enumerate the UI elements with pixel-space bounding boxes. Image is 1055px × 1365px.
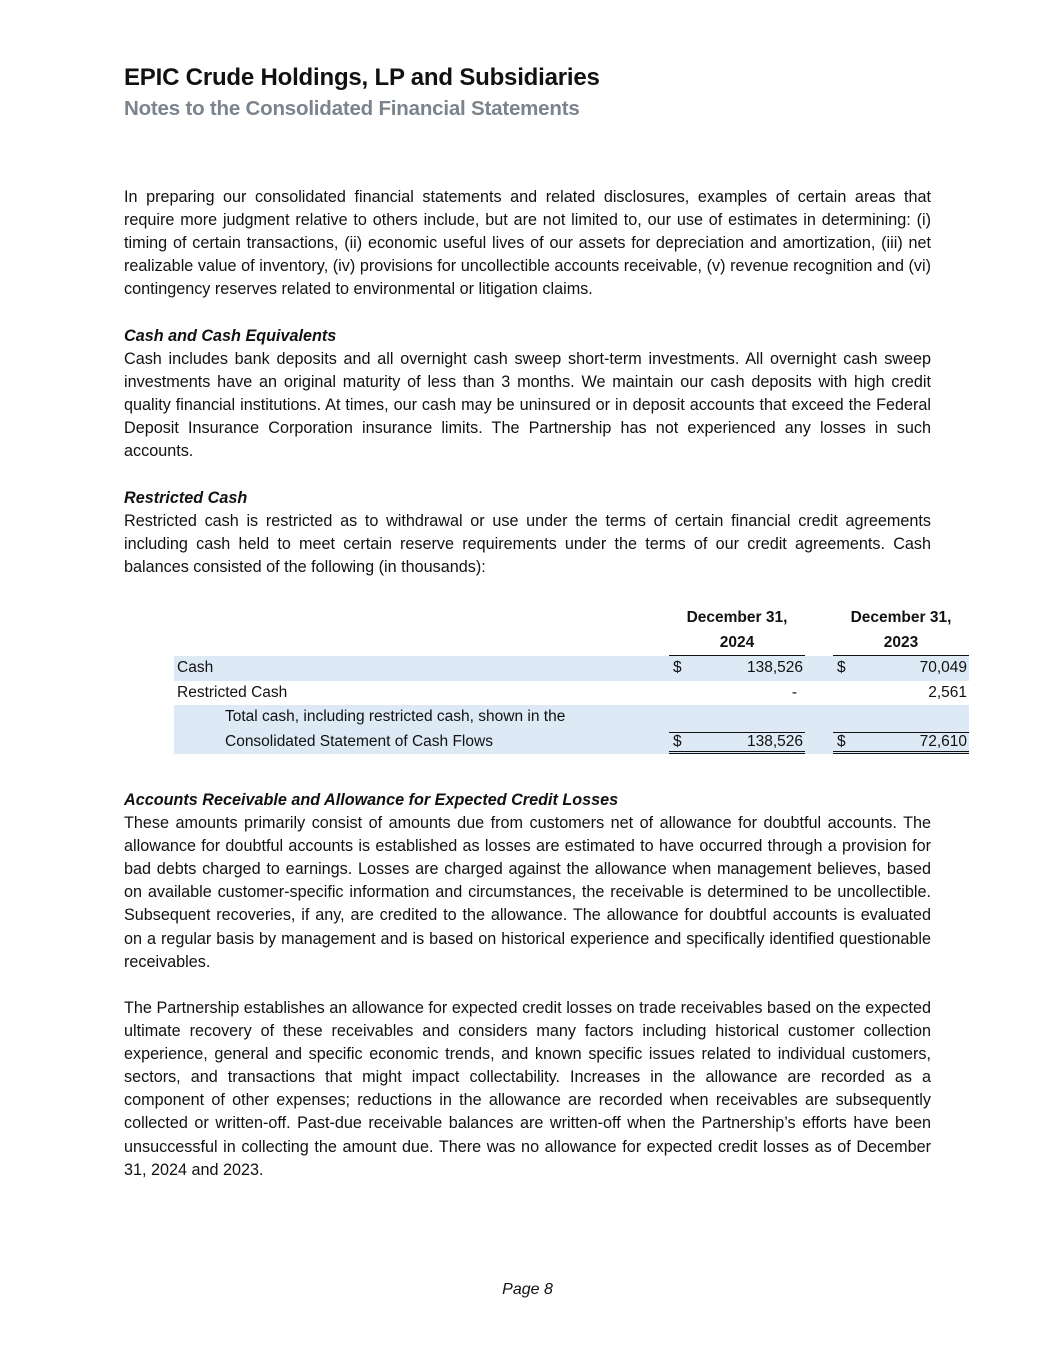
accounts-receivable-section <box>124 789 931 974</box>
page-number: Page 8 <box>502 1281 553 1298</box>
currency-symbol: $ <box>673 659 682 677</box>
table-header-row-2 <box>174 631 969 656</box>
total-label-line1: Total cash, including restricted cash, shown in the <box>225 708 566 725</box>
currency-symbol: $ <box>837 733 846 750</box>
cash-2024-value: 138,526 <box>746 659 803 677</box>
currency-symbol: $ <box>673 733 682 750</box>
cash-equivalents-heading: Cash and Cash Equivalents <box>124 327 337 345</box>
accounts-receivable-heading: Accounts Receivable and Allowance for Expected Credit Losses <box>124 791 619 809</box>
intro-paragraph: In preparing our consolidated financial statements and related disclosures, examples of certain areas that require more judgment relative to others include, but are not limited to, our use of estimates in determining: (i) timing of certain transactions, (ii) economic useful lives of our assets for depreciation and amortization, (iii) net realizable value of inventory, (iv) provisions for uncollectible accounts receivable, (v) revenue recognition and (vi) contingency reserves related to environmental or litigation claims. <box>124 188 931 299</box>
table-row-cash <box>174 656 969 681</box>
total-label-line2: Consolidated Statement of Cash Flows <box>225 732 493 750</box>
col-2023-header-line1: December 31, <box>850 609 952 627</box>
document-subtitle: Notes to the Consolidated Financial Statements <box>124 97 580 120</box>
table-row-total <box>174 705 969 754</box>
intro-section <box>124 186 931 301</box>
restricted-cash-heading: Restricted Cash <box>124 489 248 507</box>
row-label-cash: Cash <box>174 656 661 681</box>
cash-2023-value: 70,049 <box>919 659 967 677</box>
credit-losses-section <box>124 997 931 1182</box>
col-2024-header-line2: 2024 <box>719 633 755 651</box>
currency-symbol: $ <box>837 659 846 677</box>
cash-equivalents-paragraph: Cash includes bank deposits and all overnight cash sweep short-term investments. All overnight cash sweep investments have an original maturity of less than 3 months. We maintain our cash deposits with high credit quality financial institutions. At times, our cash may be uninsured or in deposit accounts that exceed the Federal Deposit Insurance Corporation insurance limits. The Partnership has not experienced any losses in such accounts. <box>124 350 931 461</box>
cash-equivalents-section <box>124 325 931 464</box>
row-label-total <box>174 705 661 754</box>
table-header-row-1 <box>174 606 969 631</box>
col-2024-header-line1: December 31, <box>686 609 788 627</box>
restricted-cash-section <box>124 487 931 579</box>
cash-balances-table <box>174 606 969 754</box>
col-2023-header-line2: 2023 <box>883 633 919 651</box>
total-2023-value: 72,610 <box>919 733 967 750</box>
restricted-cash-2024-value: - <box>791 683 797 701</box>
table-row-restricted-cash <box>174 681 969 706</box>
accounts-receivable-paragraph: These amounts primarily consist of amounts due from customers net of allowance for doubtful accounts. The allowance for doubtful accounts is established as losses are estimated to have occurred through a provision for bad debts charged to earnings. Losses are charged against the allowance when management believes, based on available customer-specific information and circumstances, the receivable is determined to be uncollectible. Subsequent recoveries, if any, are credited to the allowance. The allowance for doubtful accounts is evaluated on a regular basis by management and is based on historical experience and specifically identified questionable receivables. <box>124 814 931 971</box>
company-title: EPIC Crude Holdings, LP and Subsidiaries <box>124 64 600 91</box>
row-label-restricted-cash: Restricted Cash <box>177 683 288 701</box>
restricted-cash-paragraph: Restricted cash is restricted as to withdrawal or use under the terms of certain financial credit agreements including cash held to meet certain reserve requirements under the terms of our credit agreements. Cash balances consisted of the following (in thousands): <box>124 512 931 577</box>
credit-losses-paragraph: The Partnership establishes an allowance for expected credit losses on trade receivables based on the expected ultimate recovery of these receivables and considers many factors including historical customer collection experience, general and specific economic trends, and known specific issues related to individual customers, sectors, and transactions that might impact collectability. Increases in the allowance are recorded as a component of other expenses; reductions in the allowance are recorded when receivables are subsequently collected or written-off. Past-due receivable balances are written-off when the Partnership’s efforts have been unsuccessful in collecting the amount due. There was no allowance for expected credit losses as of December 31, 2024 and 2023. <box>124 999 931 1179</box>
total-2024-value: 138,526 <box>746 733 803 750</box>
restricted-cash-2023-value: 2,561 <box>928 683 967 701</box>
